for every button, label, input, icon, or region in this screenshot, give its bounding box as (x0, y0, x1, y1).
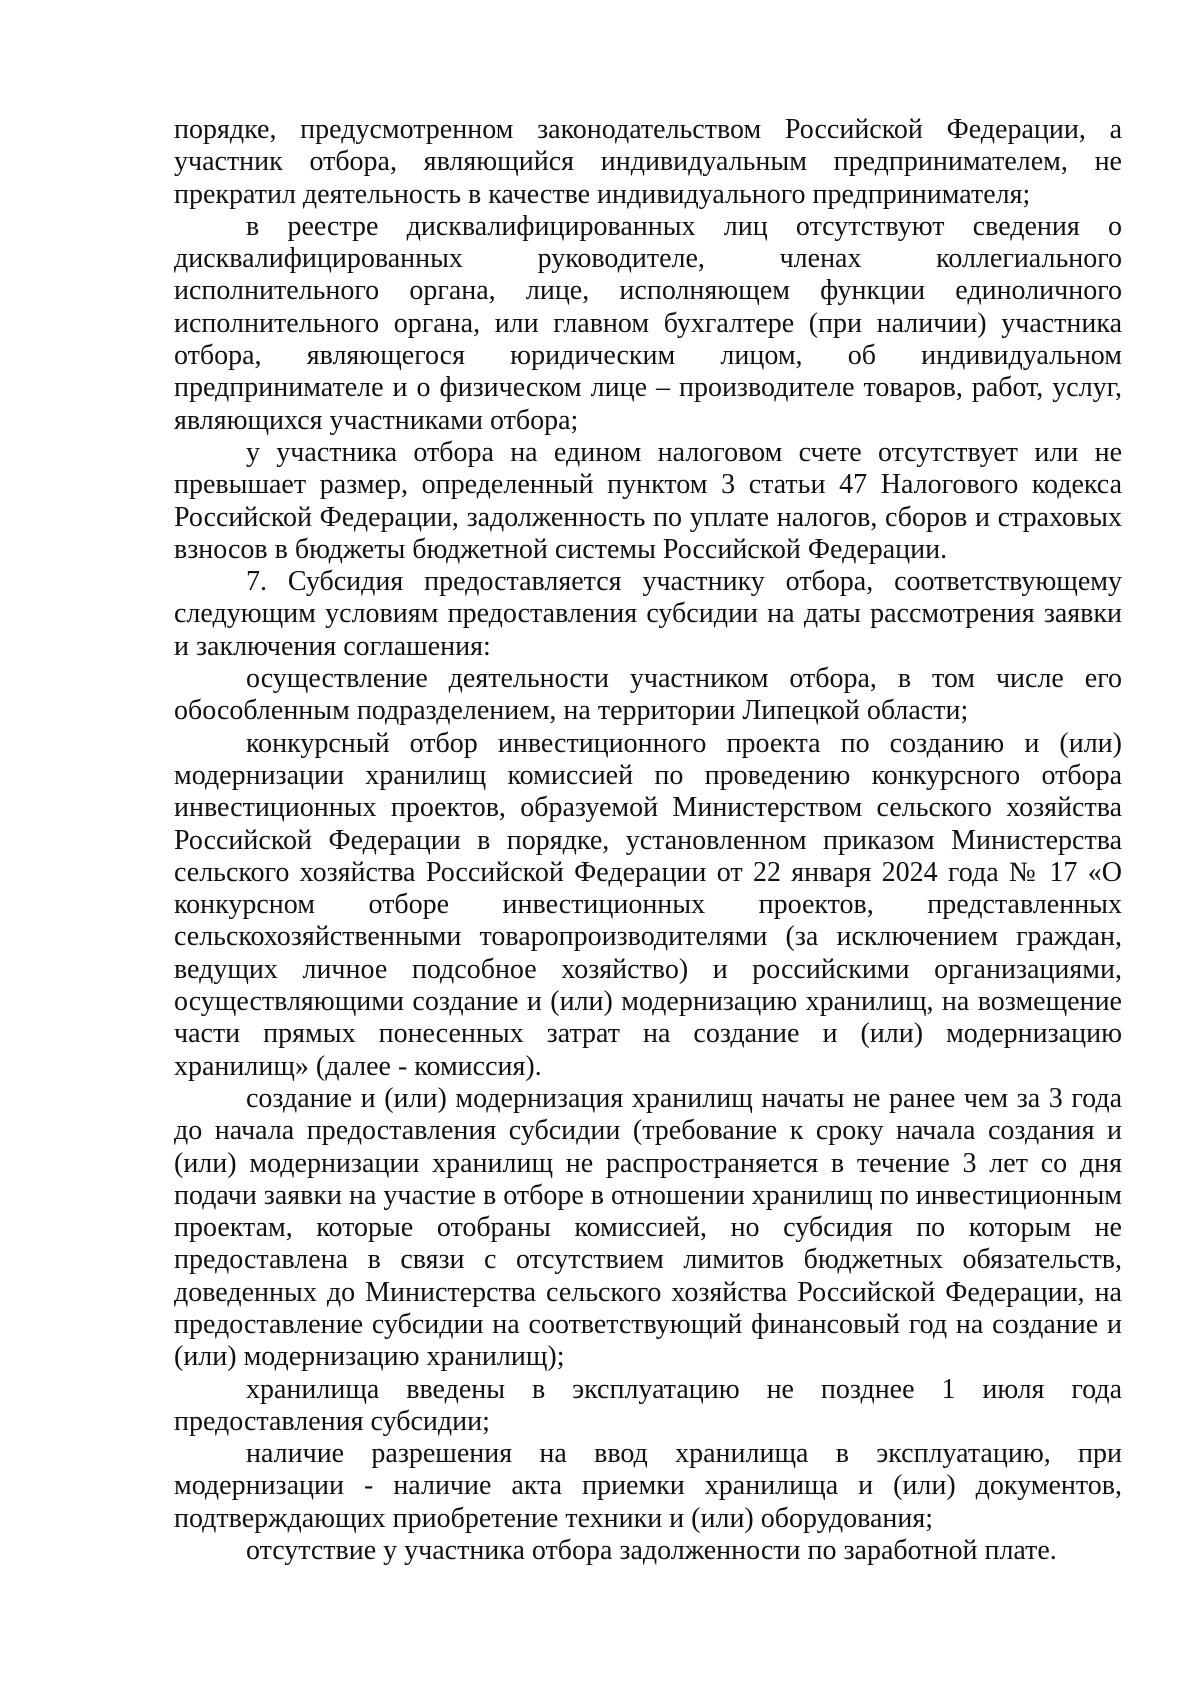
document-body (174, 114, 1122, 1567)
paragraph-commissioning: хранилища введены в эксплуатацию не позднее 1 июля года предоставления субсидии; (174, 1373, 1122, 1437)
paragraph-section-7: 7. Субсидия предоставляется участнику отбора, соответствующему следующим условиям предоставления субсидии на даты рассмотрения заявки и заключения соглашения: (174, 566, 1122, 662)
paragraph-tax-debt: у участника отбора на едином налоговом счете отсутствует или не превышает размер, определенный пунктом 3 статьи 47 Налогового кодекса Российской Федерации, задолженность по уплате налогов, сборов и страховых взносов в бюджеты бюджетной системы Российской Федерации. (174, 436, 1122, 565)
paragraph-construction-start: создание и (или) модернизация хранилищ начаты не ранее чем за 3 года до начала предоставления субсидии (требование к сроку начала создания и (или) модернизации хранилищ не распространяется в течение 3 лет со дня подачи заявки на участие в отборе в отношении хранилищ по инвестиционным проектам, которые отобраны комиссией, но субсидия по которым не предоставлена в связи с отсутствием лимитов бюджетных обязательств, доведенных до Министерства сельского хозяйства Российской Федерации, на предоставление субсидии на соответствующий финансовый год на создание и (или) модернизацию хранилищ); (174, 1082, 1122, 1373)
paragraph-competitive-selection: конкурсный отбор инвестиционного проекта по созданию и (или) модернизации хранилищ комиссией по проведению конкурсного отбора инвестиционных проектов, образуемой Министерством сельского хозяйства Российской Федерации в порядке, установленном приказом Министерства сельского хозяйства Российской Федерации от 22 января 2024 года № 17 «О конкурсном отборе инвестиционных проектов, представленных сельскохозяйственными товаропроизводителями (за исключением граждан, ведущих личное подсобное хозяйство) и российскими организациями, осуществляющими создание и (или) модернизацию хранилищ, на возмещение части прямых понесенных затрат на создание и (или) модернизацию хранилищ» (далее - комиссия). (174, 727, 1122, 1082)
paragraph-wage-arrears: отсутствие у участника отбора задолженности по заработной плате. (246, 1535, 1057, 1567)
paragraph-continuation: порядке, предусмотренном законодательством Российской Федерации, а участник отбора, являющийся индивидуальным предпринимателем, не прекратил деятельность в качестве индивидуального предпринимателя; (174, 114, 1122, 210)
paragraph-disqualified-registry: в реестре дисквалифицированных лиц отсутствуют сведения о дисквалифицированных руководителе, членах коллегиального исполнительного органа, лице, исполняющем функции единоличного исполнительного органа, или главном бухгалтере (при наличии) участника отбора, являющегося юридическим лицом, об индивидуальном предпринимателе и о физическом лице – производителе товаров, работ, услуг, являющихся участниками отбора; (174, 210, 1122, 436)
paragraph-territory: осуществление деятельности участником отбора, в том числе его обособленным подразделением, на территории Липецкой области; (174, 663, 1122, 727)
paragraph-permit: наличие разрешения на ввод хранилища в эксплуатацию, при модернизации - наличие акта приемки хранилища и (или) документов, подтверждающих приобретение техники и (или) оборудования; (174, 1438, 1122, 1534)
